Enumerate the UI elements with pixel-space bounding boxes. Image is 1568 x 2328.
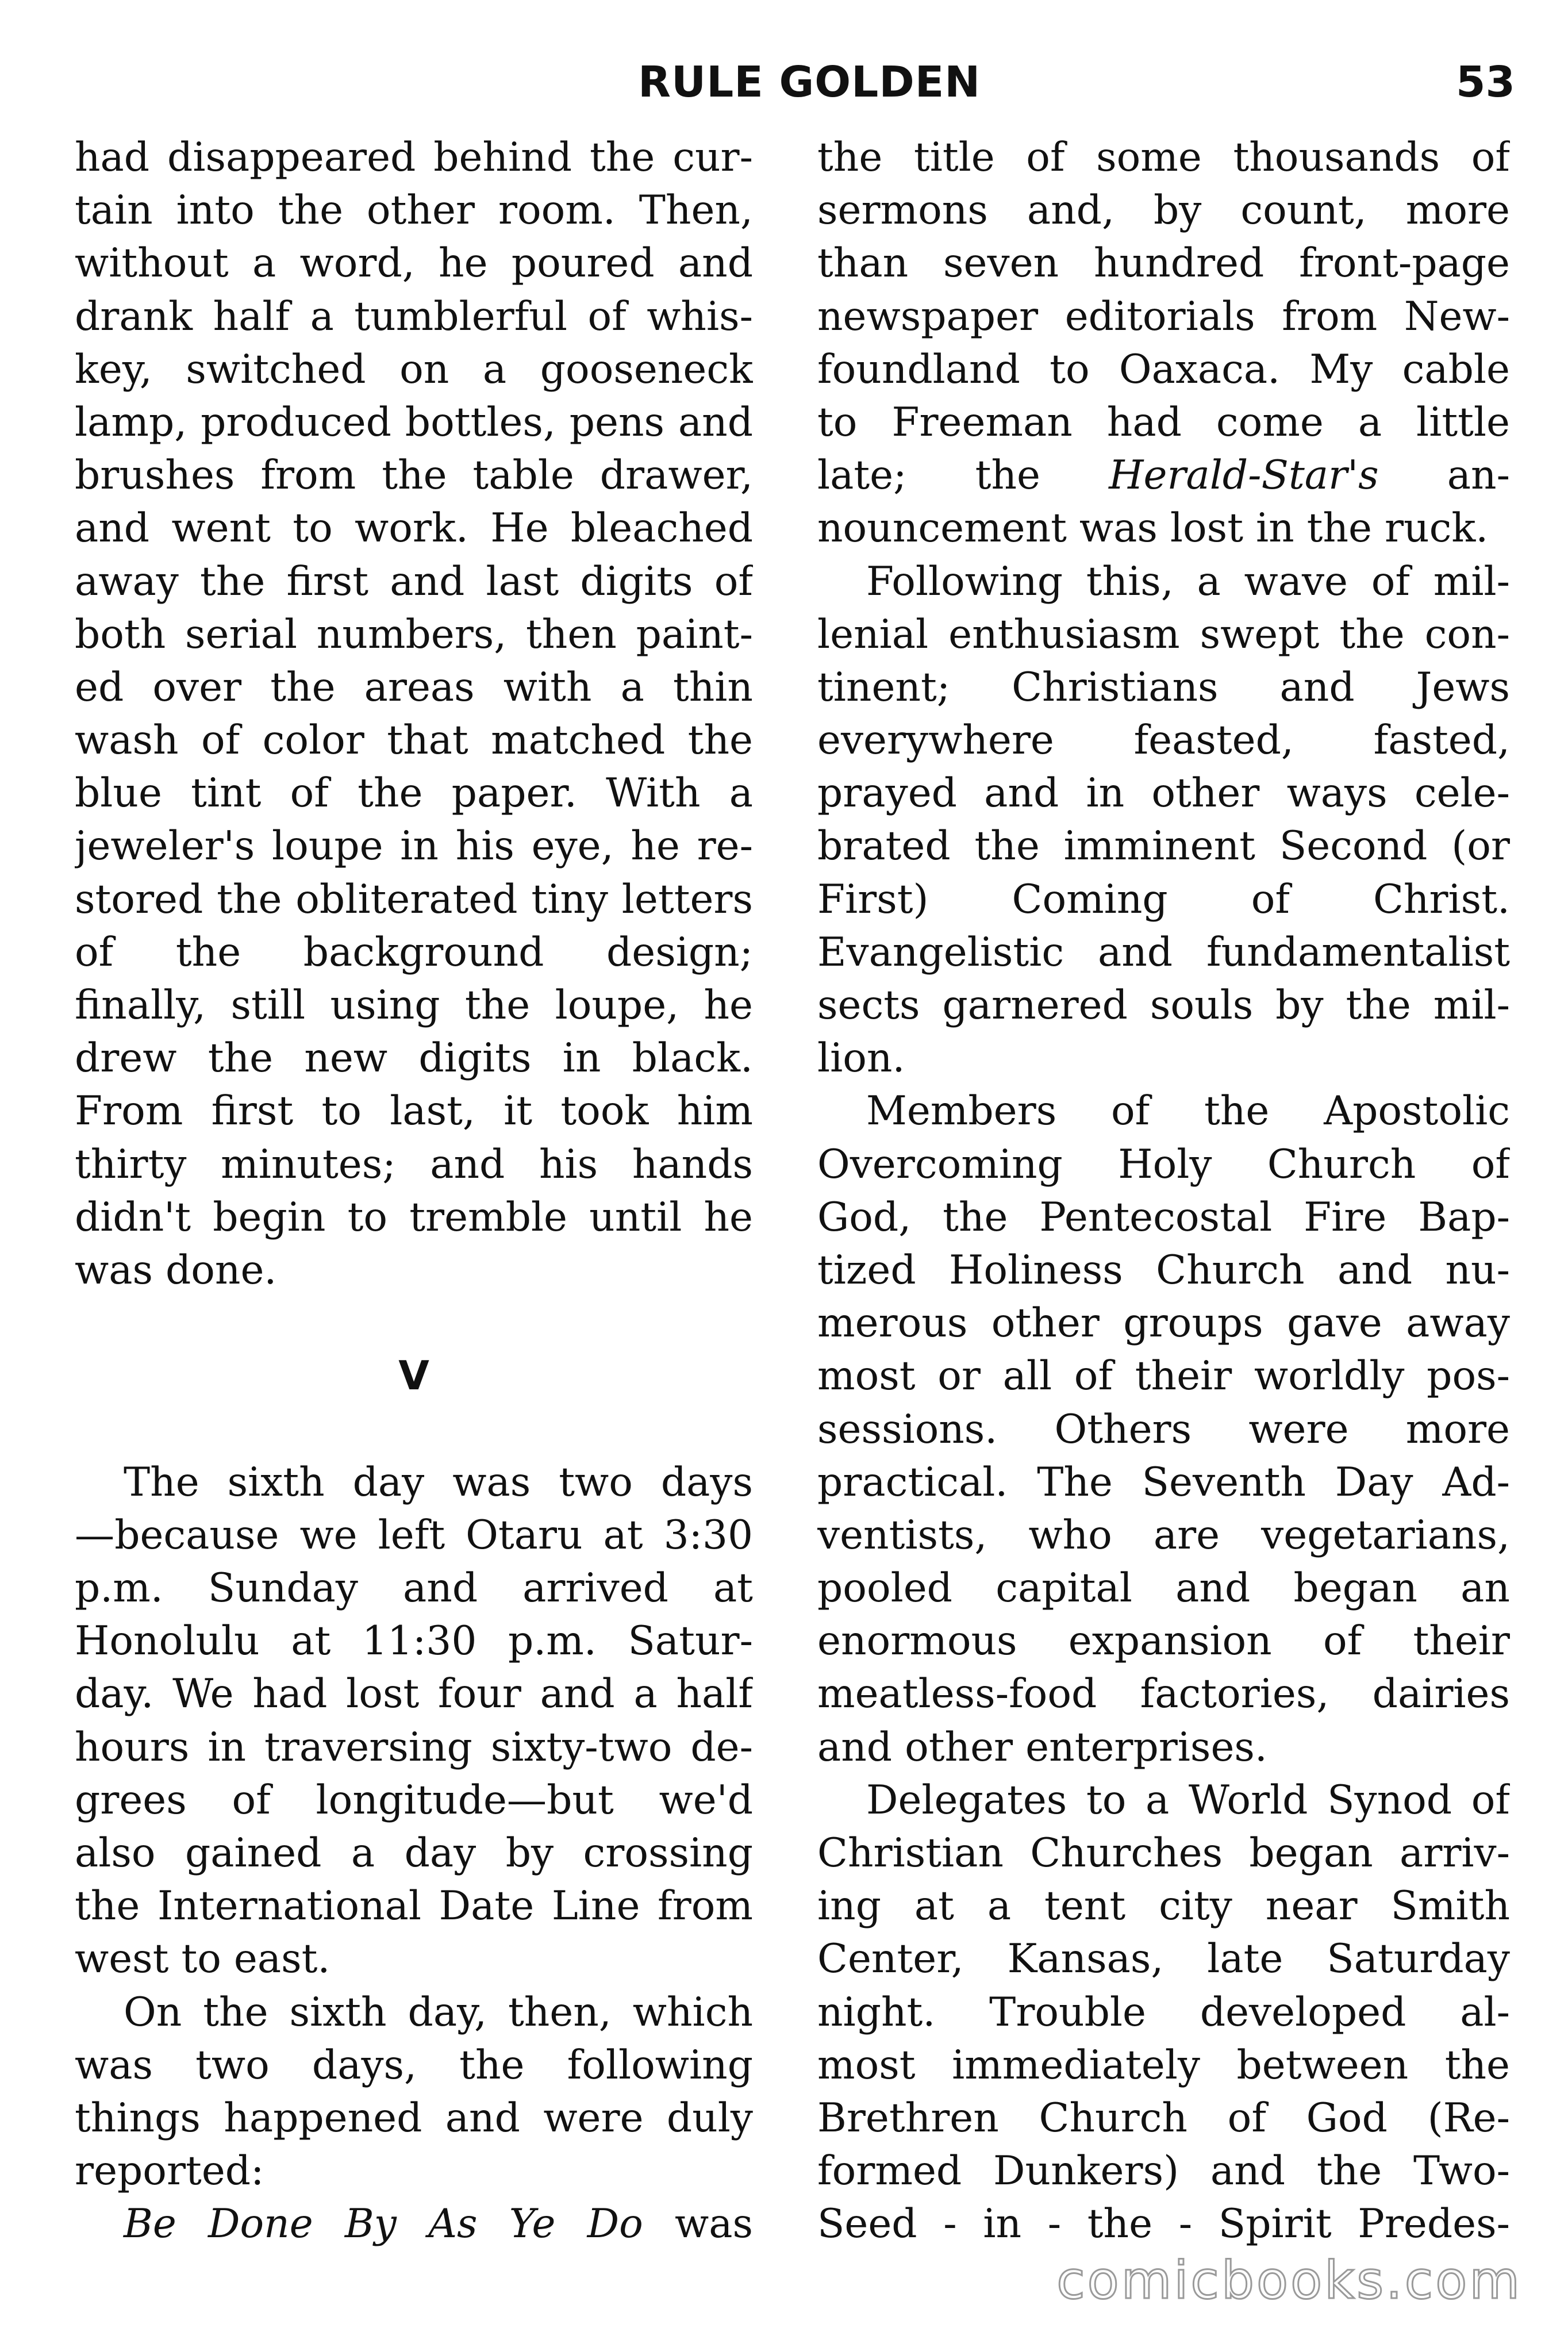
text-line: ing at a tent city near Smith <box>817 1883 1510 1930</box>
text-line: without a word, he poured and <box>75 240 753 287</box>
text-line: sects garnered souls by the mil- <box>817 982 1510 1028</box>
text-line: lenial enthusiasm swept the con- <box>817 611 1510 658</box>
right-text-column <box>817 131 1510 2251</box>
text-line: lamp, produced bottles, pens and <box>75 399 753 445</box>
text-line: thirty minutes; and his hands <box>75 1141 753 1188</box>
text-line: and went to work. He bleached <box>75 505 753 552</box>
text-line: and other enterprises. <box>817 1724 1267 1770</box>
text-line: day. We had lost four and a half <box>75 1671 753 1718</box>
text-line: to Freeman had come a little <box>817 399 1510 445</box>
text-line: had disappeared behind the cur- <box>75 135 753 180</box>
text-line: everywhere feasted, fasted, <box>817 717 1510 764</box>
running-header-title: RULE GOLDEN <box>638 57 981 107</box>
text-line: night. Trouble developed al- <box>817 1989 1510 2035</box>
text-line: blue tint of the paper. With a <box>75 770 753 817</box>
text-line: was two days, the following <box>75 2042 753 2088</box>
text-line: nouncement was lost in the ruck. <box>817 505 1489 552</box>
italic-text: Herald-Star's <box>1109 452 1379 499</box>
text-line: God, the Pentecostal Fire Bap- <box>817 1194 1510 1240</box>
text-line: practical. The Seventh Day Ad- <box>817 1459 1510 1505</box>
text-line: brushes from the table drawer, <box>75 452 753 499</box>
text-line: also gained a day by crossing <box>75 1830 753 1876</box>
page-number: 53 <box>1456 57 1515 107</box>
text-line: key, switched on a gooseneck <box>75 346 753 393</box>
text-line: The sixth day was two days <box>124 1459 753 1505</box>
text-line: p.m. Sunday and arrived at <box>75 1565 753 1612</box>
text-line: west to east. <box>75 1936 330 1983</box>
text-line: foundland to Oaxaca. My cable <box>817 346 1510 393</box>
text-line <box>817 449 1510 502</box>
text-line <box>75 1403 753 1456</box>
text-line: sessions. Others were more <box>817 1406 1510 1453</box>
text-line: wash of color that matched the <box>75 717 753 764</box>
text-line: jeweler's loupe in his eye, he re- <box>75 823 753 870</box>
text-line: prayed and in other ways cele- <box>817 770 1510 817</box>
text-line: drank half a tumblerful of whis- <box>75 293 753 340</box>
text-line: enormous expansion of their <box>817 1618 1510 1665</box>
text-line: meatless-food factories, dairies <box>817 1671 1510 1718</box>
text-line: tain into the other room. Then, <box>75 187 753 234</box>
text-line: hours in traversing sixty-two de- <box>75 1724 753 1770</box>
text-line: the International Date Line from <box>75 1883 753 1930</box>
text-line: Christian Churches began arriv- <box>817 1830 1510 1876</box>
text-line: V <box>398 1353 429 1400</box>
text-line: most or all of their worldly pos- <box>817 1353 1510 1400</box>
text-line: tized Holiness Church and nu- <box>817 1247 1510 1293</box>
text-line: newspaper editorials from New- <box>817 293 1510 340</box>
line-suffix: an- <box>1378 452 1510 499</box>
text-line: Delegates to a World Synod of <box>866 1777 1510 1823</box>
text-line: Brethren Church of God (Re- <box>817 2095 1510 2141</box>
text-line: was done. <box>75 1247 277 1293</box>
text-line: reported: <box>75 2148 264 2195</box>
text-line: pooled capital and began an <box>817 1565 1510 1612</box>
text-line: First) Coming of Christ. <box>817 876 1510 923</box>
text-line: brated the imminent Second (or <box>817 823 1510 870</box>
text-line: Overcoming Holy Church of <box>817 1141 1510 1188</box>
text-line: of the background design; <box>75 929 753 975</box>
text-line: Following this, a wave of mil- <box>866 558 1510 605</box>
text-line: On the sixth day, then, which <box>124 1989 753 2035</box>
line-suffix: was <box>643 2201 753 2248</box>
text-line: Evangelistic and fundamentalist <box>817 929 1510 975</box>
text-line: most immediately between the <box>817 2042 1510 2088</box>
line-text: late; the <box>817 452 1109 499</box>
text-line: both serial numbers, then paint- <box>75 611 753 658</box>
text-line: than seven hundred front-page <box>817 240 1510 287</box>
text-line: didn't begin to tremble until he <box>75 1194 753 1240</box>
text-line: —because we left Otaru at 3:30 <box>75 1512 753 1558</box>
text-line: ed over the areas with a thin <box>75 664 753 710</box>
text-line: ventists, who are vegetarians, <box>817 1512 1510 1558</box>
text-line: the title of some thousands of <box>817 135 1510 180</box>
text-line: From first to last, it took him <box>75 1088 753 1135</box>
text-line: tinent; Christians and Jews <box>817 664 1510 710</box>
text-line: Center, Kansas, late Saturday <box>817 1936 1510 1983</box>
left-text-column <box>75 131 753 2251</box>
text-line: Honolulu at 11:30 p.m. Satur- <box>75 1618 753 1665</box>
italic-text: Be Done By As Ye Do <box>124 2201 643 2248</box>
text-line: Seed - in - the - Spirit Predes- <box>817 2201 1510 2248</box>
text-line: sermons and, by count, more <box>817 187 1510 234</box>
text-line: lion. <box>817 1035 905 1082</box>
text-line: finally, still using the loupe, he <box>75 982 753 1028</box>
watermark-logo: comicbooks.com <box>1056 2250 1522 2311</box>
text-line: grees of longitude—but we'd <box>75 1777 753 1823</box>
text-line: Members of the Apostolic <box>866 1088 1510 1135</box>
text-line: away the first and last digits of <box>75 558 753 605</box>
text-line: drew the new digits in black. <box>75 1035 753 1082</box>
text-line: formed Dunkers) and the Two- <box>817 2148 1510 2195</box>
text-line: stored the obliterated tiny letters <box>75 876 753 923</box>
text-line <box>75 1297 753 1350</box>
text-line: merous other groups gave away <box>817 1300 1510 1347</box>
text-line <box>75 2198 753 2250</box>
text-line: things happened and were duly <box>75 2095 753 2141</box>
